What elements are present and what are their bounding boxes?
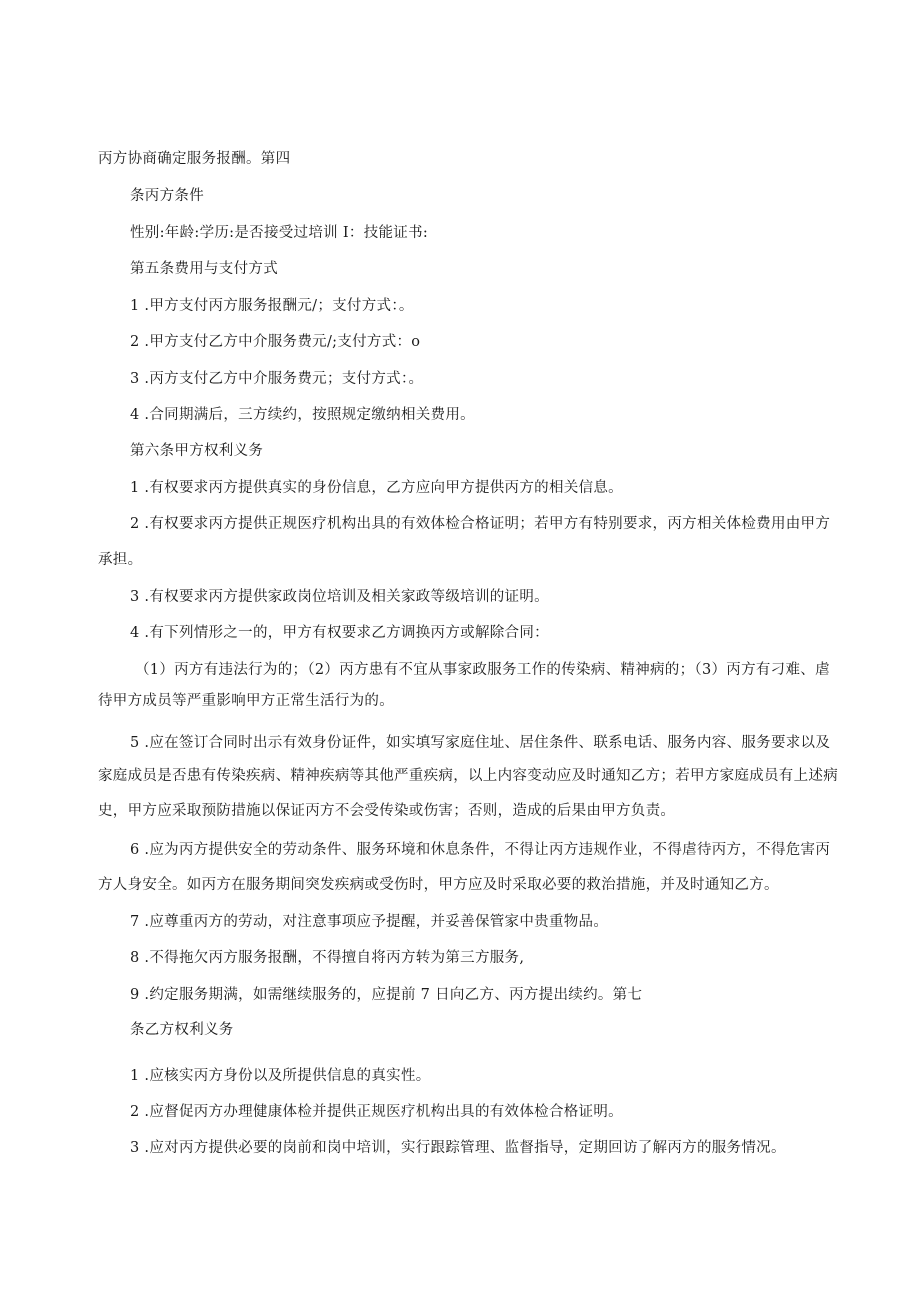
list-item: 9 .约定服务期满，如需继续服务的，应提前 7 日向乙方、丙方提出续约。第七: [130, 987, 643, 1003]
list-item: 4 .有下列情形之一的，甲方有权要求乙方调换丙方或解除合同：: [130, 625, 549, 641]
text-line: 方人身安全。如丙方在服务期间突发疾病或受伤时，甲方应及时采取必要的救治措施，并及时通知乙方。: [98, 877, 779, 893]
list-item: 3 .有权要求丙方提供家政岗位培训及相关家政等级培训的证明。: [130, 589, 549, 605]
list-item: 5 .应在签订合同时出示有效身份证件，如实填写家庭住址、居住条件、联系电话、服务内容、服务要求以及: [130, 735, 831, 751]
list-item: 3 .丙方支付乙方中介服务费元；支付方式：。: [130, 371, 424, 387]
section-heading: 条乙方权利义务: [130, 1022, 234, 1038]
list-item: 8 .不得拖欠丙方服务报酬，不得擅自将丙方转为第三方服务,: [130, 950, 525, 966]
list-item: 2 .应督促丙方办理健康体检并提供正规医疗机构出具的有效体检合格证明。: [130, 1104, 623, 1120]
list-item: 1 .有权要求丙方提供真实的身份信息，乙方应向甲方提供丙方的相关信息。: [130, 480, 623, 496]
section-heading: 第五条费用与支付方式: [130, 261, 278, 277]
text-line: （1）丙方有违法行为的；（2）丙方患有不宜从事家政服务工作的传染病、精神病的；（3）丙方有刁难、虐: [135, 662, 830, 678]
list-item: 6 .应为丙方提供安全的劳动条件、服务环境和休息条件，不得让丙方违规作业，不得虐待丙方，不得危害丙: [130, 842, 831, 858]
section-heading: 第六条甲方权利义务: [130, 443, 264, 459]
list-item: 4 .合同期满后，三方续约，按照规定缴纳相关费用。: [130, 407, 475, 423]
text-line: 性别:年龄:学历:是否接受过培训 I：技能证书:: [130, 225, 429, 241]
list-item: 1 .甲方支付丙方服务报酬元/；支付方式：。: [130, 298, 414, 314]
text-line: 丙方协商确定服务报酬。第四: [98, 151, 291, 167]
list-item: 2 .有权要求丙方提供正规医疗机构出具的有效体检合格证明；若甲方有特别要求，丙方相关体检费用由甲方: [130, 516, 831, 532]
list-item: 7 .应尊重丙方的劳动，对注意事项应予提醒，并妥善保管家中贵重物品。: [130, 914, 609, 930]
list-item: 2 .甲方支付乙方中介服务费元/;支付方式：o: [130, 334, 421, 350]
text-line: 承担。: [98, 552, 143, 568]
text-line: 史，甲方应采取预防措施以保证丙方不会受传染或伤害；否则，造成的后果由甲方负责。: [98, 803, 676, 819]
list-item: 3 .应对丙方提供必要的岗前和岗中培训，实行跟踪管理、监督指导，定期回访了解丙方的服务情况。: [130, 1140, 786, 1156]
section-heading: 条丙方条件: [130, 188, 204, 204]
text-line: 待甲方成员等严重影响甲方正常生活行为的。: [98, 693, 394, 709]
text-line: 家庭成员是否患有传染疾病、精神疾病等其他严重疾病，以上内容变动应及时通知乙方；若甲方家庭成员有上述病: [98, 768, 838, 784]
list-item: 1 .应核实丙方身份以及所提供信息的真实性。: [130, 1068, 431, 1084]
